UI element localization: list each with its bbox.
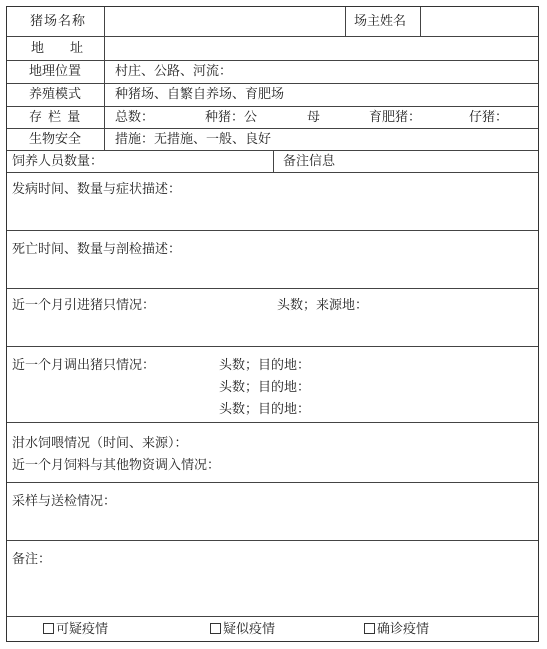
feed-label: 近一个月饲料与其他物资调入情况： bbox=[12, 458, 221, 473]
staff-label: 饲养人员数量： bbox=[12, 154, 104, 169]
address-row bbox=[7, 37, 538, 61]
biosecurity-value: 措施：无措施、一般、良好 bbox=[115, 132, 272, 147]
biosecurity-row bbox=[7, 129, 538, 151]
owner-name-label: 场主姓名 bbox=[354, 14, 407, 29]
farm-name-row bbox=[7, 7, 538, 37]
stock-label: 存 栏 量 bbox=[29, 110, 82, 125]
epidemic-report-form bbox=[6, 6, 539, 642]
remarks-info-label: 备注信息 bbox=[283, 154, 336, 169]
checkbox-icon[interactable] bbox=[364, 623, 375, 634]
outgoing-section bbox=[7, 347, 538, 423]
checkbox-suspected[interactable]: 疑似疫情 bbox=[210, 622, 275, 638]
swill-feed-section bbox=[7, 423, 538, 483]
farm-name-label: 猪场名称 bbox=[30, 14, 87, 29]
swill-label: 泔水饲喂情况（时间、来源）： bbox=[12, 436, 188, 451]
outgoing-dest-1: 头数；目的地： bbox=[219, 358, 311, 373]
checkbox-confirmed[interactable]: 确诊疫情 bbox=[364, 622, 429, 638]
outgoing-dest-2: 头数；目的地： bbox=[219, 380, 311, 395]
mode-label: 养殖模式 bbox=[29, 87, 82, 102]
location-label: 地理位置 bbox=[29, 64, 82, 79]
outgoing-label: 近一个月调出猪只情况： bbox=[12, 358, 156, 373]
location-row bbox=[7, 61, 538, 84]
checkbox-icon[interactable] bbox=[43, 623, 54, 634]
remark-section bbox=[7, 541, 538, 617]
intro-label: 近一个月引进猪只情况： bbox=[12, 298, 156, 313]
biosecurity-label: 生物安全 bbox=[29, 132, 82, 147]
onset-section bbox=[7, 173, 538, 231]
staff-row bbox=[7, 151, 538, 173]
checkbox-icon[interactable] bbox=[210, 623, 221, 634]
address-label: 地 址 bbox=[31, 41, 84, 56]
sampling-section bbox=[7, 483, 538, 541]
death-section bbox=[7, 231, 538, 289]
checkbox-suspicious[interactable]: 可疑疫情 bbox=[43, 622, 108, 638]
stock-piglet: 仔猪： bbox=[469, 110, 509, 125]
stock-fattening: 育肥猪： bbox=[369, 110, 422, 125]
stock-row bbox=[7, 107, 538, 129]
mode-row bbox=[7, 84, 538, 107]
outgoing-dest-3: 头数；目的地： bbox=[219, 402, 311, 417]
mode-value: 种猪场、自繁自养场、育肥场 bbox=[115, 87, 285, 102]
stock-sow: 母 bbox=[307, 110, 321, 125]
intro-source: 头数；来源地： bbox=[277, 298, 369, 313]
stock-total: 总数： bbox=[115, 110, 155, 125]
intro-section bbox=[7, 289, 538, 347]
status-checkbox-row bbox=[7, 617, 538, 641]
onset-label: 发病时间、数量与症状描述： bbox=[12, 182, 182, 197]
sampling-label: 采样与送检情况： bbox=[12, 494, 117, 509]
location-value: 村庄、公路、河流： bbox=[115, 64, 233, 79]
remark-label: 备注： bbox=[12, 552, 52, 567]
stock-breeding: 种猪：公 bbox=[205, 110, 258, 125]
death-label: 死亡时间、数量与剖检描述： bbox=[12, 242, 182, 257]
